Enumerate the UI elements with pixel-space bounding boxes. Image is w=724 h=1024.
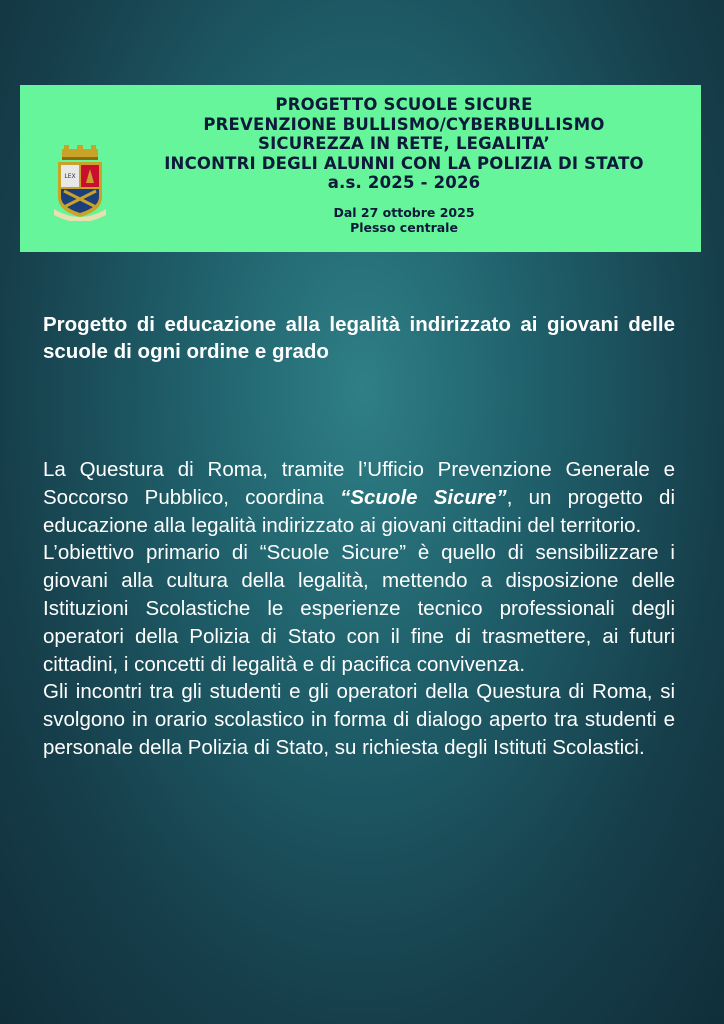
header-date: Dal 27 ottobre 2025	[333, 204, 475, 220]
header-line-1: PROGETTO SCUOLE SICURE	[275, 95, 533, 114]
crest-text: LEX	[64, 173, 76, 180]
body-text	[43, 456, 675, 762]
header-line-3: SICUREZZA IN RETE, LEGALITA’	[257, 134, 550, 153]
page-subtitle: Progetto di educazione alla legalità indirizzato ai giovani delle scuole di ogni ordine e grado	[43, 313, 675, 363]
header-banner	[20, 85, 701, 252]
header-line-4: INCONTRI DEGLI ALUNNI CON LA POLIZIA DI STATO	[164, 153, 644, 173]
header-location: Plesso centrale	[350, 219, 458, 235]
paragraph-1	[43, 456, 675, 539]
project-name-emphasis: “Scuole Sicure”	[340, 485, 507, 509]
header-line-2: PREVENZIONE BULLISMO/CYBERBULLISMO	[203, 114, 605, 134]
paragraph-1-end: , un progetto di educazione alla legalità indirizzato ai giovani cittadini del territorio.	[43, 485, 676, 537]
paragraph-1-start: La Questura di Roma, tramite l’Ufficio Prevenzione Generale e Soccorso Pubblico, coordina	[43, 458, 675, 509]
polizia-crest-icon	[52, 145, 108, 221]
paragraph-3: Gli incontri tra gli studenti e gli operatori della Questura di Roma, si svolgono in orario scolastico in forma di dialogo aperto tra studenti e personale della Polizia di Stato, su richiesta degli Istituti Scolastici.	[43, 680, 675, 759]
header-line-5: a.s. 2025 - 2026	[327, 173, 481, 192]
header-text	[116, 95, 692, 235]
paragraph-2: L’obiettivo primario di “Scuole Sicure” è quello di sensibilizzare i giovani alla cultura della legalità, mettendo a disposizione delle Istituzioni Scolastiche le esperienze tecnico professionali degli operatori della Polizia di Stato con il fine di trasmettere, ai futuri cittadini, i concetti di legalità e di pacifica convivenza.	[43, 541, 675, 676]
